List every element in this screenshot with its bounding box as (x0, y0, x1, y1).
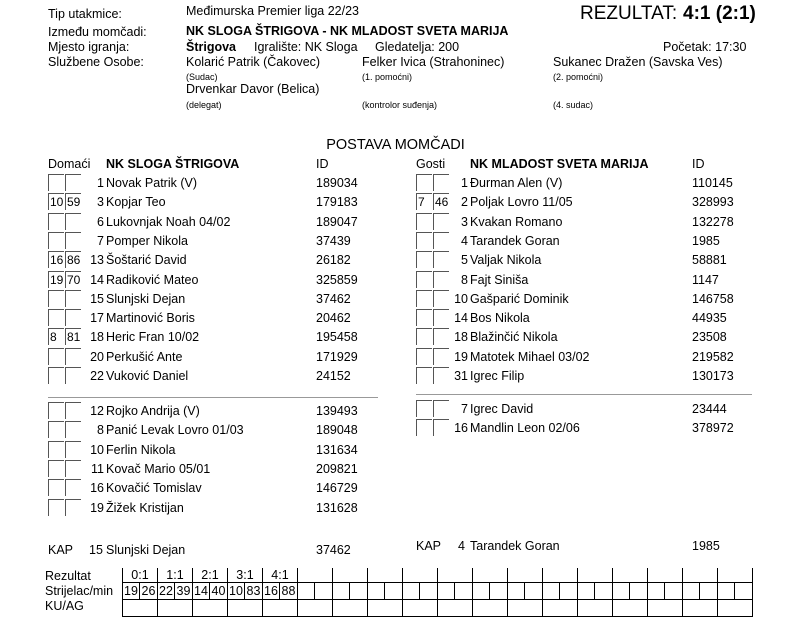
entry-box-1: 8 (48, 328, 64, 345)
score-cell (613, 568, 648, 583)
shirt-number: 3 (461, 214, 468, 229)
player-name: Igrec David (470, 402, 534, 416)
player-id: 378972 (692, 421, 734, 436)
player-id: 146758 (692, 291, 734, 306)
entry-box-1 (48, 290, 64, 307)
player-id: 209821 (316, 461, 358, 476)
entry-box-1: 10 (50, 195, 64, 210)
entry-box-1 (416, 419, 432, 436)
score-cell (683, 568, 718, 583)
player-id: 146729 (316, 481, 358, 496)
shirt-number: 15 (90, 291, 104, 306)
kuag-cell (578, 600, 613, 617)
scoring-table (122, 568, 753, 617)
score-cell (508, 568, 543, 583)
kuag-cell (158, 600, 193, 617)
player-name: Kovačić Tomislav (106, 481, 202, 496)
entry-box-1 (48, 367, 64, 384)
score-cell (298, 568, 333, 583)
player-id: 131628 (316, 500, 358, 515)
home-team-name: NK SLOGA ŠTRIGOVA (106, 157, 240, 171)
teams-value: NK SLOGA ŠTRIGOVA - NK MLADOST SVETA MARIJA (186, 24, 509, 38)
teams-label: Između momčadi: (48, 25, 147, 39)
scorer-cell (473, 583, 490, 600)
player-name: Kopjar Teo (106, 195, 166, 210)
player-name: Igrec Filip (470, 369, 525, 383)
scorer-cell: 14 (194, 584, 208, 598)
entry-box-2 (65, 441, 81, 458)
player-name: Blažinčić Nikola (470, 330, 558, 345)
player-id: 44935 (692, 311, 727, 326)
player-id: 189034 (316, 176, 358, 190)
player-id: 171929 (316, 349, 358, 364)
row-label-result: Rezultat (45, 569, 91, 583)
player-name: Vuković Daniel (106, 369, 189, 383)
player-name: Perkušić Ante (106, 349, 183, 364)
player-id: 24152 (316, 369, 351, 383)
scorer-cell (648, 583, 665, 600)
shirt-number: 14 (454, 311, 468, 326)
score-cell (368, 568, 403, 583)
score-cell: 3:1 (228, 568, 263, 583)
minute-cell (700, 583, 718, 600)
player-name: Pomper Nikola (106, 233, 188, 248)
minute-cell (315, 583, 333, 600)
minute-cell: 88 (280, 583, 298, 600)
player-id: 58881 (692, 253, 727, 268)
official-role: (1. pomoćni) (362, 72, 413, 82)
shirt-number: 2 (461, 195, 468, 210)
player-name: Kvakan Romano (470, 214, 563, 229)
score-cell: 2:1 (193, 568, 228, 583)
scorer-cell (403, 583, 420, 600)
minute-cell (560, 583, 578, 600)
player-id: 195458 (316, 330, 358, 345)
entry-box-2: 46 (435, 195, 449, 210)
player-id: 132278 (692, 214, 734, 229)
player-id: 1147 (692, 272, 719, 287)
shirt-number: 16 (454, 421, 468, 436)
score-cell: 0:1 (123, 568, 158, 583)
entry-box-2 (65, 213, 81, 230)
player-name: Fajt Siniša (470, 272, 529, 287)
player-name: Ferlin Nikola (106, 442, 176, 457)
player-id: 23444 (692, 402, 727, 416)
minute-cell (420, 583, 438, 600)
entry-box-2: 59 (67, 195, 81, 210)
entry-box-1 (416, 309, 432, 326)
player-name: Slunjski Dejan (106, 291, 186, 306)
shirt-number: 16 (90, 481, 104, 496)
shirt-number: 5 (461, 253, 468, 268)
entry-box-1 (48, 479, 64, 496)
scorer-cell (333, 583, 350, 600)
shirt-number: 7 (97, 233, 104, 248)
home-id-header: ID (316, 157, 329, 171)
away-id-header: ID (692, 157, 705, 171)
entry-box-1 (416, 348, 432, 365)
shirt-number: 8 (461, 272, 468, 287)
entry-box-2 (65, 460, 81, 477)
minute-cell (630, 583, 648, 600)
lineup-title: POSTAVA MOMČADI (326, 137, 465, 153)
shirt-number: 1 (97, 176, 104, 190)
venue-label: Mjesto igranja: (48, 40, 130, 54)
away-team-name: NK MLADOST SVETA MARIJA (470, 157, 649, 171)
scorer-cell (508, 583, 525, 600)
entry-box-1 (48, 441, 64, 458)
player-id: 110145 (692, 176, 733, 190)
match-type-value: Međimurska Premier liga 22/23 (186, 4, 359, 18)
score-cell (403, 568, 438, 583)
entry-box-1 (48, 213, 64, 230)
player-name: Novak Patrik (V) (106, 176, 197, 190)
kuag-cell (263, 600, 298, 617)
scorer-cell (683, 583, 700, 600)
minute-cell: 83 (245, 583, 263, 600)
minute-cell: 40 (210, 583, 228, 600)
player-id: 130173 (692, 369, 734, 383)
shirt-number: 17 (90, 311, 104, 326)
home-captain-name: Slunjski Dejan (106, 543, 186, 557)
score-cell (473, 568, 508, 583)
entry-box-1 (416, 290, 432, 307)
player-name: Šoštarić David (106, 253, 187, 268)
officials-label: Službene Osobe: (48, 55, 144, 69)
official-name: Kolarić Patrik (Čakovec) (186, 55, 321, 69)
entry-box-1: 7 (416, 193, 432, 210)
official-role: (kontrolor suđenja) (362, 100, 438, 110)
player-name: Rojko Andrija (V) (106, 404, 200, 418)
player-id: 1985 (692, 233, 720, 248)
player-name: Mandlin Leon 02/06 (470, 421, 580, 436)
scorer-cell (543, 583, 560, 600)
kuag-cell (683, 600, 718, 617)
scorer-cell (613, 583, 630, 600)
shirt-number: 3 (97, 195, 104, 210)
player-id: 189048 (316, 423, 358, 438)
score-cell (333, 568, 368, 583)
kuag-cell (508, 600, 543, 617)
minute-cell (595, 583, 613, 600)
match-type-label: Tip utakmice: (48, 7, 122, 21)
entry-box-1 (416, 251, 432, 268)
shirt-number: 22 (90, 369, 104, 383)
kuag-cell (543, 600, 578, 617)
minute-cell (525, 583, 543, 600)
entry-box-1 (416, 400, 432, 417)
official-role: (2. pomoćni) (553, 72, 604, 82)
divider (48, 397, 378, 398)
entry-box-2 (65, 499, 81, 516)
entry-box-1 (48, 309, 64, 326)
venue-city: Štrigova (186, 40, 237, 54)
player-name: Radiković Mateo (106, 272, 199, 287)
kuag-cell (718, 600, 753, 617)
official-role: (Sudac) (186, 72, 218, 82)
scorer-cell: 16 (264, 584, 278, 598)
player-name: Tarandek Goran (470, 233, 560, 248)
minute-cell (490, 583, 508, 600)
entry-box-1 (48, 421, 64, 438)
score-cell (438, 568, 473, 583)
shirt-number: 10 (90, 442, 104, 457)
scorer-cell: 10 (229, 584, 243, 598)
kuag-cell (613, 600, 648, 617)
entry-box-1 (416, 271, 432, 288)
entry-box-2 (65, 402, 81, 419)
score-cell (543, 568, 578, 583)
player-name: Đurman Alen (V) (470, 176, 563, 190)
player-name: Heric Fran 10/02 (106, 330, 200, 345)
home-captain-number: 15 (89, 543, 103, 557)
scorer-cell (578, 583, 595, 600)
player-name: Martinović Boris (106, 311, 195, 326)
score-cell (648, 568, 683, 583)
away-captain-id: 1985 (692, 539, 720, 553)
scorer-cell (438, 583, 455, 600)
entry-box-2: 70 (67, 272, 81, 287)
shirt-number: 8 (97, 423, 104, 438)
minute-cell (455, 583, 473, 600)
entry-box-1 (48, 402, 64, 419)
scorer-cell (368, 583, 385, 600)
entry-box-1 (416, 174, 432, 191)
entry-box-1 (48, 348, 64, 365)
shirt-number: 12 (90, 404, 104, 418)
kuag-cell (648, 600, 683, 617)
shirt-number: 18 (454, 330, 468, 345)
player-id: 219582 (692, 349, 734, 364)
scorer-cell (298, 583, 315, 600)
player-id: 325859 (316, 272, 358, 287)
venue-ground: Igralište: NK Sloga (254, 40, 358, 54)
player-name: Kovač Mario 05/01 (106, 461, 211, 476)
minute-cell: 26 (140, 583, 158, 600)
scorer-cell: 19 (124, 584, 138, 598)
player-name: Lukovnjak Noah 04/02 (106, 214, 231, 229)
minute-cell (665, 583, 683, 600)
player-id: 139493 (316, 404, 358, 418)
kuag-cell (193, 600, 228, 617)
minute-cell (385, 583, 403, 600)
score-cell (578, 568, 613, 583)
player-id: 23508 (692, 330, 727, 345)
entry-box-2 (65, 421, 81, 438)
divider (416, 394, 752, 395)
official-name: Sukanec Dražen (Savska Ves) (553, 55, 723, 69)
player-name: Žižek Kristijan (106, 500, 184, 515)
entry-box-2: 86 (67, 253, 81, 268)
shirt-number: 4 (461, 233, 468, 248)
entry-box-1: 19 (50, 272, 64, 287)
shirt-number: 11 (91, 461, 104, 476)
entry-box-1: 16 (50, 253, 64, 268)
shirt-number: 13 (90, 253, 104, 268)
entry-box-2: 81 (67, 330, 81, 345)
result-value: 4:1 (2:1) (683, 3, 756, 24)
home-label: Domaći (48, 157, 91, 171)
kuag-cell (228, 600, 263, 617)
shirt-number: 18 (90, 330, 104, 345)
player-name: Matotek Mihael 03/02 (470, 349, 590, 364)
entry-box-2 (65, 290, 81, 307)
shirt-number: 7 (461, 402, 468, 416)
row-label-scorer: Strijelac/min (45, 584, 114, 598)
kuag-cell (368, 600, 403, 617)
entry-box-1 (48, 499, 64, 516)
shirt-number: 20 (90, 349, 104, 364)
entry-box-1 (416, 232, 432, 249)
row-label-kuag: KU/AG (45, 599, 84, 613)
player-name: Valjak Nikola (470, 253, 542, 268)
away-captain-number: 4 (458, 539, 465, 553)
away-captain-name: Tarandek Goran (470, 539, 560, 553)
score-cell: 4:1 (263, 568, 298, 583)
player-id: 26182 (316, 253, 351, 268)
entry-box-2 (65, 309, 81, 326)
player-id: 328993 (692, 195, 734, 210)
entry-box-2 (65, 174, 81, 191)
minute-cell: 39 (175, 583, 193, 600)
official-role: (4. sudac) (553, 100, 594, 110)
shirt-number: 10 (454, 291, 468, 306)
entry-box-2 (65, 479, 81, 496)
home-captain-label: KAP (48, 543, 74, 557)
entry-box-2 (65, 367, 81, 384)
scorer-cell (718, 583, 735, 600)
away-label: Gosti (416, 157, 446, 171)
entry-box-1 (48, 232, 64, 249)
player-name: Poljak Lovro 11/05 (470, 195, 573, 210)
score-cell (718, 568, 753, 583)
player-id: 37439 (316, 233, 351, 248)
entry-box-2 (65, 348, 81, 365)
home-captain-id: 37462 (316, 543, 351, 557)
entry-box-1 (416, 367, 432, 384)
shirt-number: 1 (461, 176, 468, 190)
kuag-cell (333, 600, 368, 617)
kuag-cell (403, 600, 438, 617)
minute-cell (350, 583, 368, 600)
official-name: Felker Ivica (Strahoninec) (362, 55, 505, 69)
kuag-cell (123, 600, 158, 617)
player-name: Bos Nikola (470, 311, 530, 326)
result-label: REZULTAT: (580, 3, 678, 24)
player-id: 131634 (316, 442, 358, 457)
player-name: Panić Levak Lovro 01/03 (106, 423, 244, 438)
player-id: 189047 (316, 214, 358, 229)
kuag-cell (298, 600, 333, 617)
entry-box-1 (48, 460, 64, 477)
away-captain-label: KAP (416, 539, 442, 553)
minute-cell (735, 583, 753, 600)
entry-box-1 (48, 174, 64, 191)
player-name: Gašparić Dominik (470, 291, 569, 306)
entry-box-2 (65, 232, 81, 249)
start-time: Početak: 17:30 (663, 40, 747, 54)
shirt-number: 14 (90, 272, 104, 287)
kuag-cell (438, 600, 473, 617)
entry-box-1 (416, 328, 432, 345)
shirt-number: 31 (454, 369, 468, 383)
official-name: Drvenkar Davor (Belica) (186, 82, 320, 96)
player-id: 37462 (316, 291, 351, 306)
player-id: 179183 (316, 195, 358, 210)
shirt-number: 19 (90, 500, 104, 515)
scorer-cell: 22 (159, 584, 173, 598)
shirt-number: 6 (97, 214, 104, 229)
spectators: Gledatelja: 200 (375, 40, 460, 54)
official-role: (delegat) (186, 100, 222, 110)
player-id: 20462 (316, 311, 351, 326)
score-cell: 1:1 (158, 568, 193, 583)
shirt-number: 19 (454, 349, 468, 364)
entry-box-1 (416, 213, 432, 230)
kuag-cell (473, 600, 508, 617)
